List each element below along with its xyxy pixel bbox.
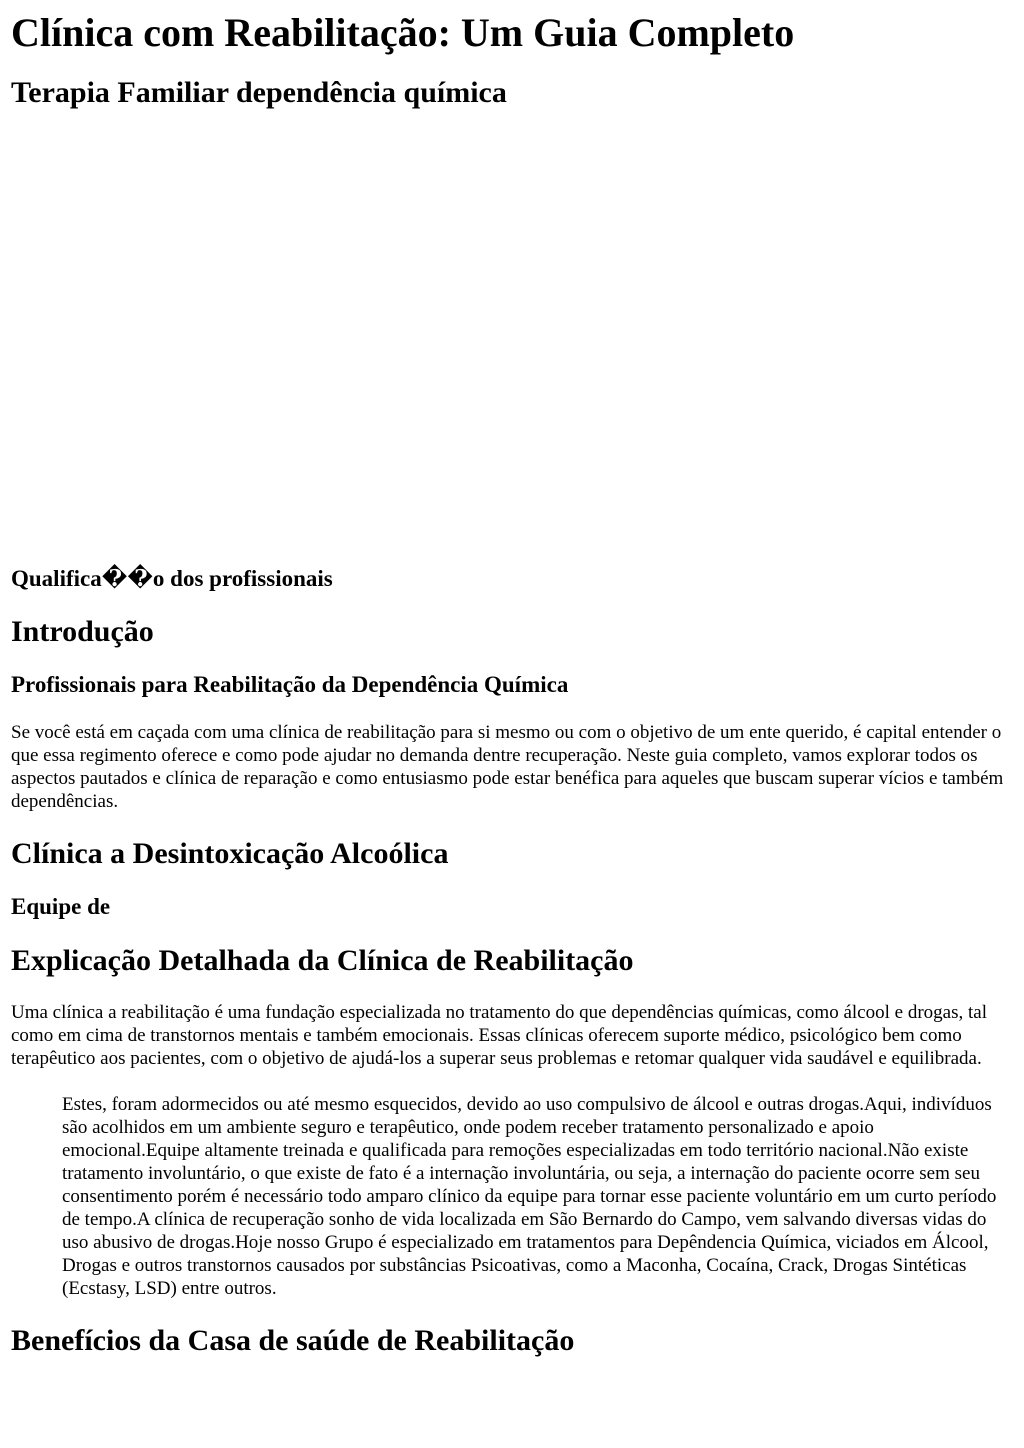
intro-heading: Introdução xyxy=(11,615,154,648)
page-title: Clínica com Reabilitação: Um Guia Completo xyxy=(11,10,795,55)
team-heading: Equipe de xyxy=(11,894,111,919)
qualification-heading: Qualifica��o dos profissionais xyxy=(11,566,333,591)
article-page xyxy=(0,10,1024,1358)
embedded-media-area xyxy=(11,110,1013,566)
benefits-heading: Benefícios da Casa de saúde de Reabilitação xyxy=(11,1324,575,1357)
explanation-heading: Explicação Detalhada da Clínica de Reabilitação xyxy=(11,944,634,977)
explanation-paragraph: Uma clínica a reabilitação é uma fundação especializada no tratamento do que dependências químicas, como álcool e drogas, tal como em cima de transtornos mentais e também emocionais. Essas clínicas oferecem suporte médico, psicológico bem como terapêutico aos pacientes, com o objetivo de ajudá-los a superar seus problemas e retomar qualquer vida saudável e equilibrada. xyxy=(11,1002,987,1069)
detox-heading: Clínica a Desintoxicação Alcoólica xyxy=(11,837,449,870)
professionals-heading: Profissionais para Reabilitação da Dependência Química xyxy=(11,672,569,697)
subtitle-heading: Terapia Familiar dependência química xyxy=(11,76,507,109)
quote-block: Estes, foram adormecidos ou até mesmo esquecidos, devido ao uso compulsivo de álcool e outras drogas.Aqui, indivíduos são acolhidos em um ambiente seguro e terapêutico, onde podem receber tratamento personalizado e apoio emocional.Equipe altamente treinada e qualificada para remoções especializadas em todo território nacional.Não existe tratamento involuntário, o que existe de fato é a internação involuntária, ou seja, a internação do paciente ocorre sem seu consentimento porém é necessário todo amparo clínico da equipe para tornar esse paciente voluntário em um curto período de tempo.A clínica de recuperação sonho de vida localizada em São Bernardo do Campo, vem salvando diversas vidas do uso abusivo de drogas.Hoje nosso Grupo é especializado em tratamentos para Depêndencia Química, viciados em Álcool, Drogas e outros transtornos causados por substâncias Psicoativas, como a Maconha, Cocaína, Crack, Drogas Sintéticas (Ecstasy, LSD) entre outros. xyxy=(62,1094,997,1299)
intro-paragraph: Se você está em caçada com uma clínica de reabilitação para si mesmo ou com o objetivo de um ente querido, é capital entender o que essa regimento oferece e como pode ajudar no demanda dentre recuperação. Neste guia completo, vamos explorar todos os aspectos pautados e clínica de reparação e como entusiasmo pode estar benéfica para aqueles que buscam superar vícios e também dependências. xyxy=(11,722,1004,812)
